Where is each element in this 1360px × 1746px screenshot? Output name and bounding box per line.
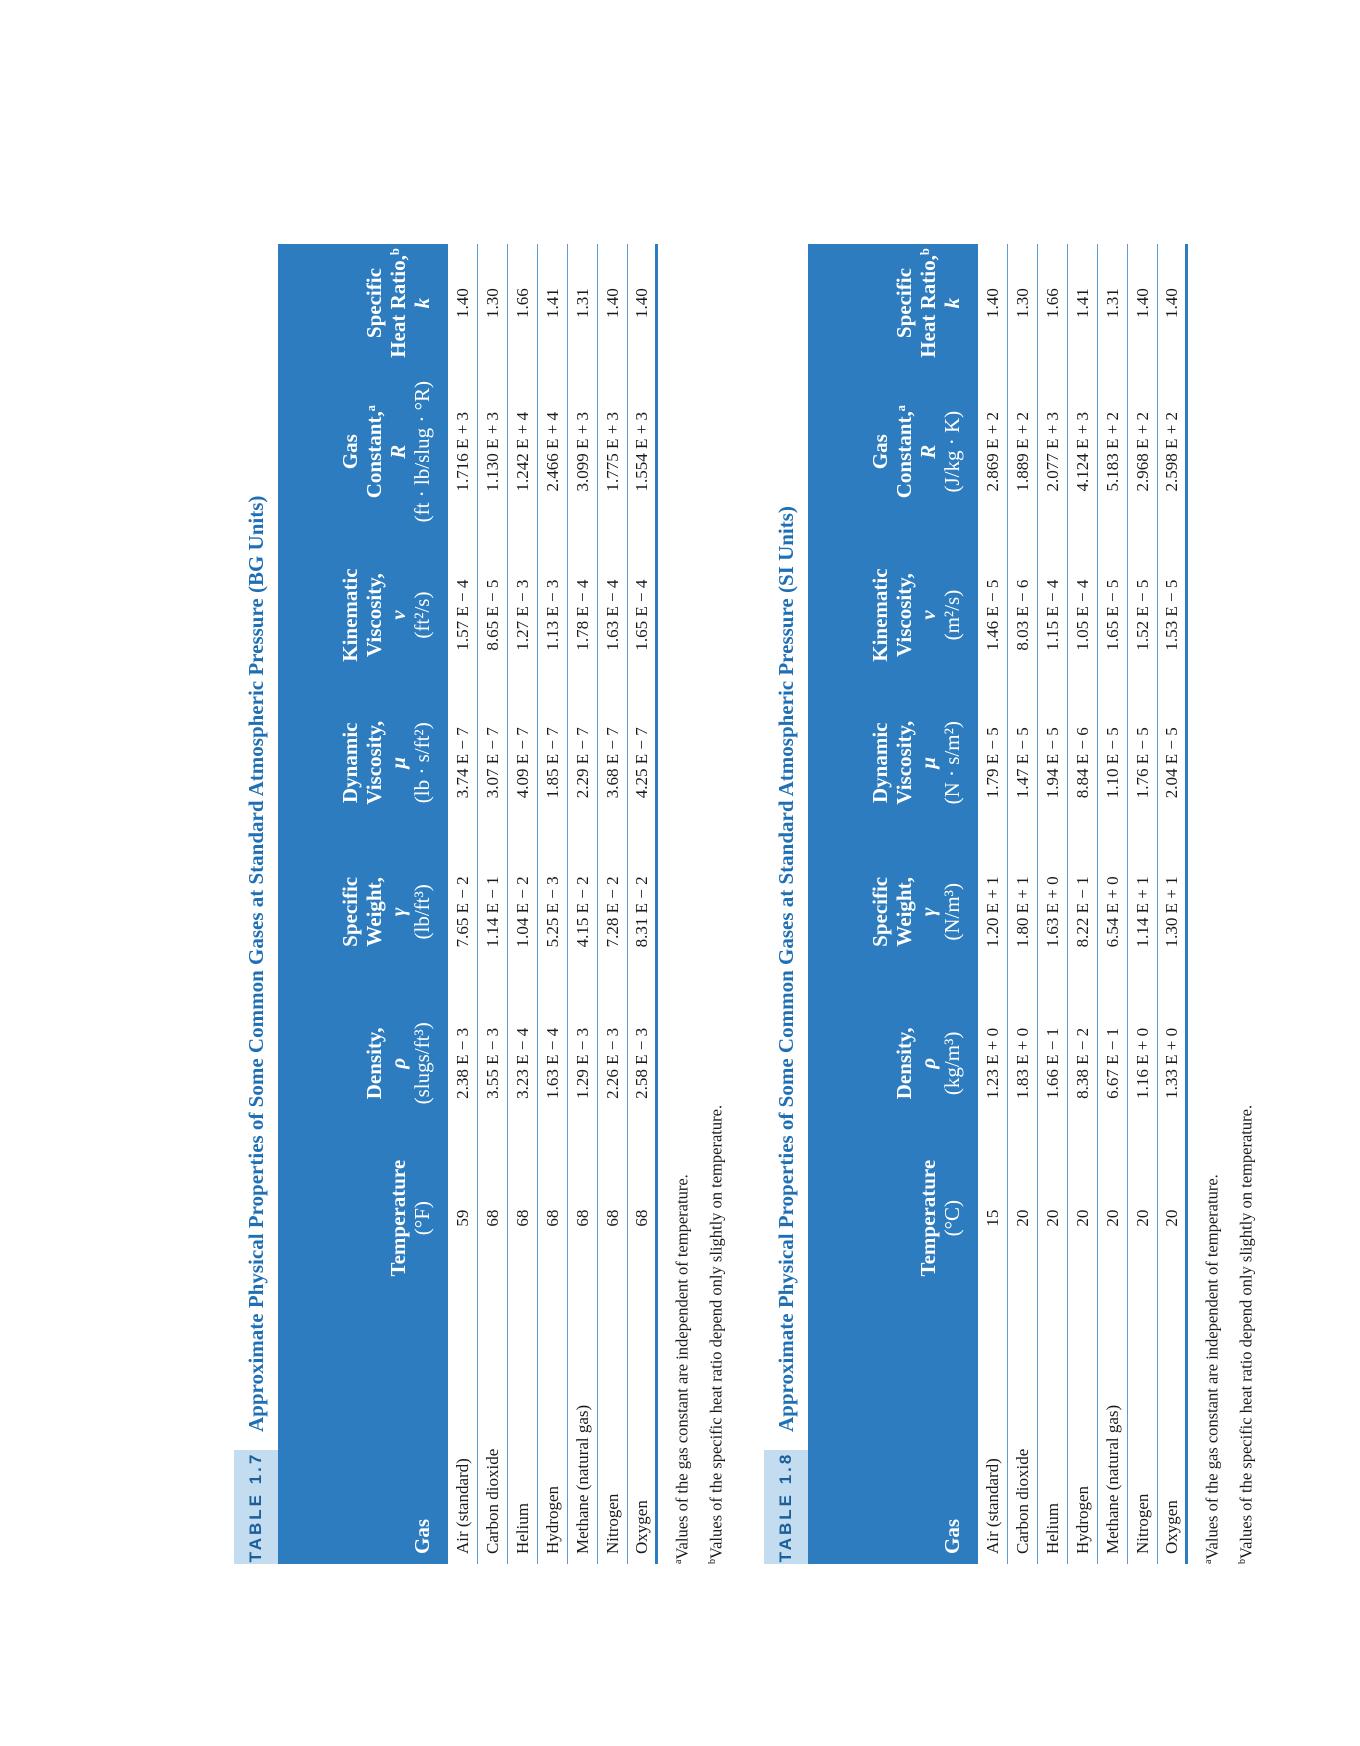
header-unit: (slugs/ft³) xyxy=(410,1022,434,1105)
table-caption xyxy=(764,244,808,1564)
cell-gas: Methane (natural gas) xyxy=(572,1404,592,1554)
table-row xyxy=(598,244,628,1564)
header-unit: (kg/m³) xyxy=(940,1031,964,1096)
cell-specific-heat-ratio: 1.40 xyxy=(982,288,1002,318)
cell-temperature: 68 xyxy=(631,1209,651,1227)
cell-gas: Methane (natural gas) xyxy=(1102,1404,1122,1554)
header-label-line: Temperature xyxy=(386,1159,410,1277)
header-symbol: ρ xyxy=(386,1057,410,1069)
cell-density: 1.66 E − 1 xyxy=(1042,1027,1062,1099)
cell-specific-heat-ratio: 1.66 xyxy=(1042,288,1062,318)
cell-kinematic-viscosity: 1.27 E − 3 xyxy=(512,579,532,651)
header-symbol: R xyxy=(916,444,940,459)
table-title: Approximate Physical Properties of Some Common Gases at Standard Atmospheric Pressure (SI Units) xyxy=(774,506,798,1432)
header-symbol: ν xyxy=(386,610,410,620)
cell-specific-weight: 1.30 E + 1 xyxy=(1161,876,1181,948)
header-label-line: Specific xyxy=(338,876,362,947)
cell-density: 1.83 E + 0 xyxy=(1012,1027,1032,1099)
cell-specific-heat-ratio: 1.40 xyxy=(452,288,472,318)
header-specific-weight xyxy=(808,837,978,988)
cell-specific-heat-ratio: 1.31 xyxy=(572,288,592,318)
header-symbol: k xyxy=(940,297,964,309)
header-specific-weight xyxy=(278,837,448,988)
header-symbol: μ xyxy=(916,756,940,769)
cell-specific-weight: 1.20 E + 1 xyxy=(982,876,1002,948)
cell-specific-weight: 8.31 E − 2 xyxy=(631,876,651,948)
header-symbol: ν xyxy=(916,610,940,620)
cell-temperature: 68 xyxy=(572,1209,592,1227)
cell-gas: Oxygen xyxy=(631,1500,651,1554)
header-kinematic-viscosity xyxy=(808,541,978,689)
cell-specific-heat-ratio: 1.41 xyxy=(1072,288,1092,318)
header-label-line: Temperature xyxy=(916,1159,940,1277)
cell-gas: Hydrogen xyxy=(542,1486,562,1554)
cell-dynamic-viscosity: 1.94 E − 5 xyxy=(1042,727,1062,799)
cell-kinematic-viscosity: 1.63 E − 4 xyxy=(602,579,622,651)
cell-temperature: 68 xyxy=(482,1209,502,1227)
table-row xyxy=(1128,244,1158,1564)
cell-gas: Oxygen xyxy=(1161,1500,1181,1554)
cell-density: 2.38 E − 3 xyxy=(452,1027,472,1099)
cell-density: 1.16 E + 0 xyxy=(1132,1027,1152,1099)
cell-gas-constant: 3.099 E + 3 xyxy=(572,411,592,492)
cell-gas-constant: 1.554 E + 3 xyxy=(631,411,651,492)
header-label-line: Dynamic xyxy=(868,722,892,804)
header-unit: (ft²/s) xyxy=(410,591,434,639)
cell-kinematic-viscosity: 8.03 E − 6 xyxy=(1012,579,1032,651)
cell-specific-heat-ratio: 1.40 xyxy=(1132,288,1152,318)
header-label-line: Density, xyxy=(362,1027,386,1100)
cell-density: 1.63 E − 4 xyxy=(542,1027,562,1099)
header-dynamic-viscosity xyxy=(278,689,448,837)
footnote-mark: a xyxy=(1203,1559,1214,1564)
header-label-line: Viscosity, xyxy=(362,573,386,657)
header-label-line: Viscosity, xyxy=(362,720,386,805)
cell-kinematic-viscosity: 1.65 E − 4 xyxy=(631,579,651,651)
cell-gas: Helium xyxy=(1042,1503,1062,1554)
header-dynamic-viscosity xyxy=(808,689,978,837)
cell-temperature: 68 xyxy=(602,1209,622,1227)
header-symbol: μ xyxy=(386,756,410,769)
header-label-line: Gas xyxy=(410,1518,434,1554)
cell-specific-heat-ratio: 1.66 xyxy=(512,288,532,318)
cell-kinematic-viscosity: 1.65 E − 5 xyxy=(1102,579,1122,651)
table-footnotes xyxy=(1194,244,1261,1564)
header-unit: (°C) xyxy=(940,1199,964,1237)
cell-gas-constant: 1.242 E + 4 xyxy=(512,411,532,492)
header-specific-heat-ratio xyxy=(808,244,978,362)
header-symbol: γ xyxy=(386,907,410,917)
cell-density: 6.67 E − 1 xyxy=(1102,1027,1122,1099)
table-title: Approximate Physical Properties of Some Common Gases at Standard Atmospheric Pressure (BG Units) xyxy=(244,495,268,1432)
table-row xyxy=(478,244,508,1564)
table-1-8 xyxy=(764,244,1261,1564)
header-label-line: Specific xyxy=(868,876,892,947)
cell-dynamic-viscosity: 1.47 E − 5 xyxy=(1012,727,1032,799)
header-unit: (J/kg · K) xyxy=(940,410,964,493)
header-label-line: Gas xyxy=(338,434,362,470)
cell-specific-heat-ratio: 1.40 xyxy=(602,288,622,318)
cell-temperature: 20 xyxy=(1012,1209,1032,1227)
header-label-line: Kinematic xyxy=(868,568,892,662)
cell-gas: Hydrogen xyxy=(1072,1486,1092,1554)
cell-kinematic-viscosity: 1.15 E − 4 xyxy=(1042,579,1062,651)
header-label-line: Heat Ratio,ᵇ xyxy=(386,248,410,358)
cell-gas-constant: 1.775 E + 3 xyxy=(602,411,622,492)
cell-temperature: 20 xyxy=(1042,1209,1062,1227)
cell-temperature: 20 xyxy=(1102,1209,1122,1227)
cell-density: 1.23 E + 0 xyxy=(982,1027,1002,1099)
cell-gas: Carbon dioxide xyxy=(482,1448,502,1554)
header-gas xyxy=(278,1297,448,1564)
cell-dynamic-viscosity: 1.79 E − 5 xyxy=(982,727,1002,799)
table-1-7 xyxy=(234,244,731,1564)
cell-gas-constant: 2.598 E + 2 xyxy=(1161,411,1181,492)
header-gas-constant xyxy=(808,362,978,541)
table-row xyxy=(978,244,1008,1564)
header-label-line: Heat Ratio,ᵇ xyxy=(916,248,940,358)
cell-specific-weight: 1.14 E − 1 xyxy=(482,876,502,948)
footnote xyxy=(698,244,732,1564)
cell-temperature: 20 xyxy=(1132,1209,1152,1227)
cell-kinematic-viscosity: 1.46 E − 5 xyxy=(982,579,1002,651)
cell-specific-weight: 1.63 E + 0 xyxy=(1042,876,1062,948)
cell-density: 8.38 E − 2 xyxy=(1072,1027,1092,1099)
table-row xyxy=(1098,244,1128,1564)
cell-temperature: 20 xyxy=(1072,1209,1092,1227)
cell-dynamic-viscosity: 3.74 E − 7 xyxy=(452,727,472,799)
table-caption xyxy=(234,244,278,1564)
cell-specific-weight: 1.80 E + 1 xyxy=(1012,876,1032,948)
footnote-text: Values of the gas constant are independent of temperature. xyxy=(1202,1174,1222,1560)
header-label-line: Kinematic xyxy=(338,568,362,662)
table-footnotes xyxy=(664,244,731,1564)
cell-density: 1.33 E + 0 xyxy=(1161,1027,1181,1099)
header-symbol: R xyxy=(386,444,410,459)
cell-specific-heat-ratio: 1.40 xyxy=(631,288,651,318)
cell-density: 2.58 E − 3 xyxy=(631,1027,651,1099)
header-gas xyxy=(808,1297,978,1564)
table-header xyxy=(808,244,978,1564)
cell-density: 2.26 E − 3 xyxy=(602,1027,622,1099)
header-label-line: Specific xyxy=(362,268,386,339)
cell-gas: Nitrogen xyxy=(602,1493,622,1554)
header-label-line: Weight, xyxy=(362,877,386,947)
header-unit: (N · s/m²) xyxy=(940,721,964,805)
header-gas-constant xyxy=(278,362,448,541)
header-label-line: Specific xyxy=(892,268,916,339)
cell-gas-constant: 1.889 E + 2 xyxy=(1012,411,1032,492)
cell-temperature: 15 xyxy=(982,1209,1002,1227)
cell-density: 3.23 E − 4 xyxy=(512,1027,532,1099)
cell-gas: Air (standard) xyxy=(982,1458,1002,1554)
table-body xyxy=(978,244,1188,1564)
header-symbol: γ xyxy=(916,907,940,917)
table-row xyxy=(508,244,538,1564)
footnote-mark: b xyxy=(706,1559,718,1564)
cell-kinematic-viscosity: 1.52 E − 5 xyxy=(1132,579,1152,651)
cell-specific-heat-ratio: 1.30 xyxy=(482,288,502,318)
footnote-text: Values of the specific heat ratio depend only slightly on temperature. xyxy=(706,1104,725,1559)
header-symbol: k xyxy=(410,297,434,309)
cell-gas: Air (standard) xyxy=(452,1458,472,1554)
header-label-line: Density, xyxy=(892,1027,916,1100)
header-unit: (lb/ft³) xyxy=(410,884,434,940)
header-label-line: Gas xyxy=(868,434,892,470)
cell-gas-constant: 2.077 E + 3 xyxy=(1042,411,1062,492)
table-row xyxy=(1068,244,1098,1564)
cell-specific-heat-ratio: 1.31 xyxy=(1102,288,1122,318)
table-body xyxy=(448,244,658,1564)
header-temperature xyxy=(808,1140,978,1297)
table-row xyxy=(1158,244,1188,1564)
table-row xyxy=(628,244,658,1564)
table-number: TABLE 1.7 xyxy=(234,1450,278,1564)
cell-dynamic-viscosity: 1.85 E − 7 xyxy=(542,727,562,799)
cell-kinematic-viscosity: 1.13 E − 3 xyxy=(542,579,562,651)
cell-gas: Helium xyxy=(512,1503,532,1554)
cell-specific-heat-ratio: 1.30 xyxy=(1012,288,1032,318)
cell-dynamic-viscosity: 3.68 E − 7 xyxy=(602,727,622,799)
header-temperature xyxy=(278,1140,448,1297)
cell-kinematic-viscosity: 1.57 E − 4 xyxy=(452,579,472,651)
cell-specific-heat-ratio: 1.40 xyxy=(1161,288,1181,318)
header-label-line: Viscosity, xyxy=(892,720,916,805)
cell-gas: Carbon dioxide xyxy=(1012,1448,1032,1554)
cell-dynamic-viscosity: 8.84 E − 6 xyxy=(1072,727,1092,799)
footnote-mark: a xyxy=(673,1559,684,1564)
cell-density: 3.55 E − 3 xyxy=(482,1027,502,1099)
header-density xyxy=(808,987,978,1139)
cell-dynamic-viscosity: 3.07 E − 7 xyxy=(482,727,502,799)
cell-dynamic-viscosity: 1.76 E − 5 xyxy=(1132,727,1152,799)
cell-dynamic-viscosity: 2.29 E − 7 xyxy=(572,727,592,799)
header-symbol: ρ xyxy=(916,1057,940,1069)
cell-temperature: 20 xyxy=(1161,1209,1181,1227)
cell-specific-weight: 5.25 E − 3 xyxy=(542,876,562,948)
table-row xyxy=(1008,244,1038,1564)
cell-dynamic-viscosity: 2.04 E − 5 xyxy=(1161,727,1181,799)
footnote-text: Values of the gas constant are independent of temperature. xyxy=(672,1174,692,1560)
footnote xyxy=(1194,244,1228,1564)
cell-kinematic-viscosity: 1.53 E − 5 xyxy=(1161,579,1181,651)
cell-kinematic-viscosity: 8.65 E − 5 xyxy=(482,579,502,651)
header-label-line: Weight, xyxy=(892,877,916,947)
cell-dynamic-viscosity: 4.09 E − 7 xyxy=(512,727,532,799)
cell-specific-weight: 6.54 E + 0 xyxy=(1102,876,1122,948)
header-density xyxy=(278,987,448,1139)
cell-specific-weight: 1.04 E − 2 xyxy=(512,876,532,948)
cell-gas-constant: 1.130 E + 3 xyxy=(482,411,502,492)
footnote-mark: b xyxy=(1236,1559,1248,1564)
header-label-line: Constant,ᵃ xyxy=(892,405,916,499)
header-unit: (ft · lb/slug · °R) xyxy=(410,381,434,523)
table-row xyxy=(538,244,568,1564)
footnote xyxy=(664,244,698,1564)
table-number: TABLE 1.8 xyxy=(764,1450,808,1564)
cell-dynamic-viscosity: 4.25 E − 7 xyxy=(631,727,651,799)
header-kinematic-viscosity xyxy=(278,541,448,689)
cell-gas: Nitrogen xyxy=(1132,1493,1152,1554)
header-unit: (lb · s/ft²) xyxy=(410,722,434,804)
cell-specific-weight: 7.65 E − 2 xyxy=(452,876,472,948)
table-row xyxy=(448,244,478,1564)
cell-specific-heat-ratio: 1.41 xyxy=(542,288,562,318)
header-unit: (°F) xyxy=(410,1201,434,1236)
cell-dynamic-viscosity: 1.10 E − 5 xyxy=(1102,727,1122,799)
cell-density: 1.29 E − 3 xyxy=(572,1027,592,1099)
table-header xyxy=(278,244,448,1564)
cell-temperature: 59 xyxy=(452,1209,472,1227)
footnote xyxy=(1228,244,1262,1564)
cell-temperature: 68 xyxy=(512,1209,532,1227)
cell-gas-constant: 4.124 E + 3 xyxy=(1072,411,1092,492)
cell-specific-weight: 1.14 E + 1 xyxy=(1132,876,1152,948)
footnote-text: Values of the specific heat ratio depend only slightly on temperature. xyxy=(1236,1104,1255,1559)
header-unit: (N/m³) xyxy=(940,883,964,941)
header-specific-heat-ratio xyxy=(278,244,448,362)
cell-specific-weight: 8.22 E − 1 xyxy=(1072,876,1092,948)
cell-gas-constant: 1.716 E + 3 xyxy=(452,411,472,492)
cell-kinematic-viscosity: 1.78 E − 4 xyxy=(572,579,592,651)
cell-specific-weight: 7.28 E − 2 xyxy=(602,876,622,948)
header-label-line: Dynamic xyxy=(338,722,362,804)
cell-gas-constant: 5.183 E + 2 xyxy=(1102,411,1122,492)
header-label-line: Gas xyxy=(940,1518,964,1554)
cell-gas-constant: 2.968 E + 2 xyxy=(1132,411,1152,492)
cell-temperature: 68 xyxy=(542,1209,562,1227)
header-unit: (m²/s) xyxy=(940,589,964,641)
cell-gas-constant: 2.869 E + 2 xyxy=(982,411,1002,492)
table-row xyxy=(568,244,598,1564)
cell-kinematic-viscosity: 1.05 E − 4 xyxy=(1072,579,1092,651)
table-row xyxy=(1038,244,1068,1564)
header-label-line: Viscosity, xyxy=(892,573,916,657)
header-label-line: Constant,ᵃ xyxy=(362,405,386,499)
cell-specific-weight: 4.15 E − 2 xyxy=(572,876,592,948)
cell-gas-constant: 2.466 E + 4 xyxy=(542,411,562,492)
